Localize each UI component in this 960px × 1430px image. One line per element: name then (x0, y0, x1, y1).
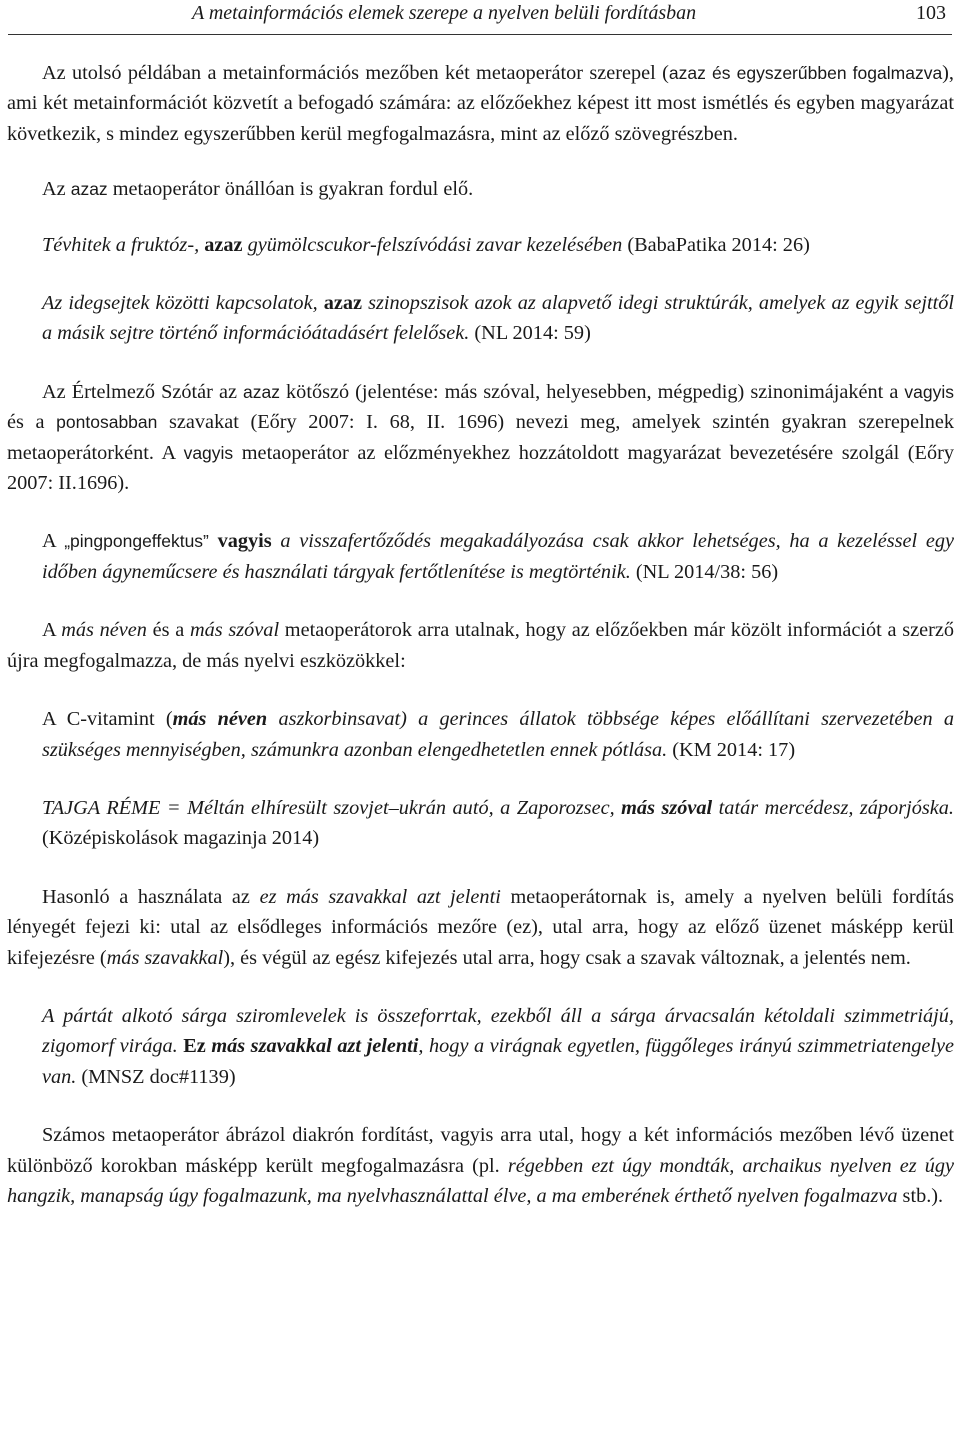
citation: (NL 2014/38: 56) (630, 560, 779, 583)
text: Ez (183, 1035, 212, 1058)
text: Az idegsejtek közötti kapcsolatok, (42, 292, 324, 315)
text: metaoperátor az előzményekhez hozzátoldott magyarázat bevezetésére szolgál (Eőry 2007: II.1696). (7, 441, 954, 495)
text: ), és végül az egész kifejezés utal arra, hogy csak a szavak változnak, a jelentés nem. (223, 946, 911, 969)
text: stb.). (897, 1184, 944, 1207)
paragraph-3 (7, 377, 954, 499)
text: , hogy a virágnak egyetlen, függőleges irányú szimmetriatengelye van. (42, 1035, 954, 1088)
page-body (7, 58, 954, 1211)
text: Az Értelmező Szótár az (42, 380, 244, 403)
text: kötőszó (jelentése: más szóval, helyesebben, mégpedig) szinonimájaként a (279, 380, 905, 403)
text: metaoperátor önállóan is gyakran fordul elő. (107, 178, 474, 201)
citation: (NL 2014: 59) (469, 322, 591, 345)
text: más néven (61, 619, 147, 642)
paragraph-2 (7, 174, 954, 204)
text: más néven (172, 708, 268, 731)
example-1 (42, 230, 954, 260)
text: más szóval (189, 619, 280, 642)
text: ez más szavakkal azt jelenti (259, 885, 501, 908)
text: tatár mercédesz, záporjóska. (712, 796, 954, 819)
text: pontosabban (56, 412, 158, 433)
paragraph-5 (7, 882, 954, 973)
citation: (KM 2014: 17) (667, 738, 796, 761)
text: és a (146, 619, 190, 642)
page-number: 103 (916, 2, 946, 24)
citation: (BabaPatika 2014: 26) (622, 233, 810, 256)
text: Hasonló a használata az (42, 885, 260, 908)
text: Az (42, 178, 71, 201)
paragraph-4 (7, 615, 954, 676)
text: gyümölcscukor-felszívódási zavar kezelésében (242, 233, 623, 256)
example-6 (42, 1001, 954, 1092)
example-4 (42, 704, 954, 765)
text: szinopszisok azok az alapvető idegi struktúrák, amelyek az egyik sejttől a másik sejtre történő információátadásért felelősek. (42, 292, 954, 345)
running-header (8, 0, 952, 35)
text: azaz (323, 292, 363, 315)
text: régebben ezt úgy mondták, archaikus nyelven ez úgy hangzik, manapság úgy fogalmazunk, ma nyelvhasználattal élve, a ma emberének érthető nyelven fogalmazva (7, 1154, 954, 1207)
text: azaz és egyszerűbben fogalmazva (668, 63, 943, 83)
paragraph-6 (7, 1120, 954, 1211)
text: aszkorbinsavat) a gerinces állatok többsége képes előállítani szervezetében a szükséges mennyiségben, számunkra azonban elengedhetetlen ennek pótlása. (42, 708, 954, 761)
text: azaz (70, 179, 108, 200)
text: metaoperátorok arra utalnak, hogy az előzőekben már közölt információt a szerző újra megfogalmazza, de más nyelvi eszközökkel: (7, 619, 955, 672)
text: A pártát alkotó sárga sziromlevelek is összeforrtak, ezekből áll a sárga árvacsalán kétoldali szimmetriájú, zigomorf virága. (42, 1004, 954, 1058)
text: vagyis (904, 381, 954, 402)
text: „pingpongeffektus” (64, 531, 209, 552)
text: A C-vitamint ( (42, 708, 173, 731)
example-3 (42, 526, 954, 587)
text: más szavakkal (106, 946, 224, 969)
text: vagyis (208, 530, 272, 553)
text: Számos metaoperátor ábrázol diakrón fordítást, vagyis arra utal, hogy a két információs mezőben lévő üzenet különböző korokban másképp került megfogalmazásra (pl. (7, 1124, 954, 1177)
text: más szavakkal azt jelenti (211, 1035, 419, 1058)
citation: (MNSZ doc#1139) (76, 1065, 236, 1088)
text: vagyis (183, 442, 234, 463)
text: azaz (204, 233, 243, 256)
text: TAJGA RÉME = Méltán elhíresült szovjet–ukrán autó, a Zaporozsec, (42, 796, 622, 819)
text: azaz (243, 381, 280, 402)
example-2 (42, 288, 954, 349)
text: más szóval (621, 796, 713, 819)
text: A (42, 619, 62, 642)
text: szavakat (Eőry 2007: I. 68, II. 1696) nevezi meg, amelyek szintén gyakran szerepelnek metaoperátorként. A (7, 411, 954, 464)
paragraph-1 (7, 58, 954, 149)
text: metaoperátornak is, amely a nyelven belüli fordítás lényegét fejezi ki: utal az elsődleges információs mezőre (ez), utal arra, hogy az előző üzenet másképp kerül kifejezésre ( (7, 885, 954, 969)
citation: (Középiskolások magazinja 2014) (42, 827, 320, 850)
text: A (42, 530, 65, 553)
text: Az utolsó példában a metainformációs mezőben két metaoperátor szerepel ( (42, 62, 669, 84)
example-5 (42, 793, 954, 854)
text: ), ami két metainformációt közvetít a befogadó számára: az előzőekhez képest itt most ismétlés és egyben magyarázat következik, s mindez egyszerűbben kerül megfogalmazásra, mint az előző szövegrészben. (7, 62, 954, 145)
header-title: A metainformációs elemek szerepe a nyelven belüli fordításban (192, 2, 697, 24)
text: és a (7, 411, 57, 434)
text: a visszafertőződés megakadályozása csak akkor lehetséges, ha a kezeléssel egy időben ágyneműcsere és használati tárgyak fertőtlenítése is megtörténik. (42, 530, 954, 583)
text: Tévhitek a fruktóz-, (42, 233, 205, 256)
